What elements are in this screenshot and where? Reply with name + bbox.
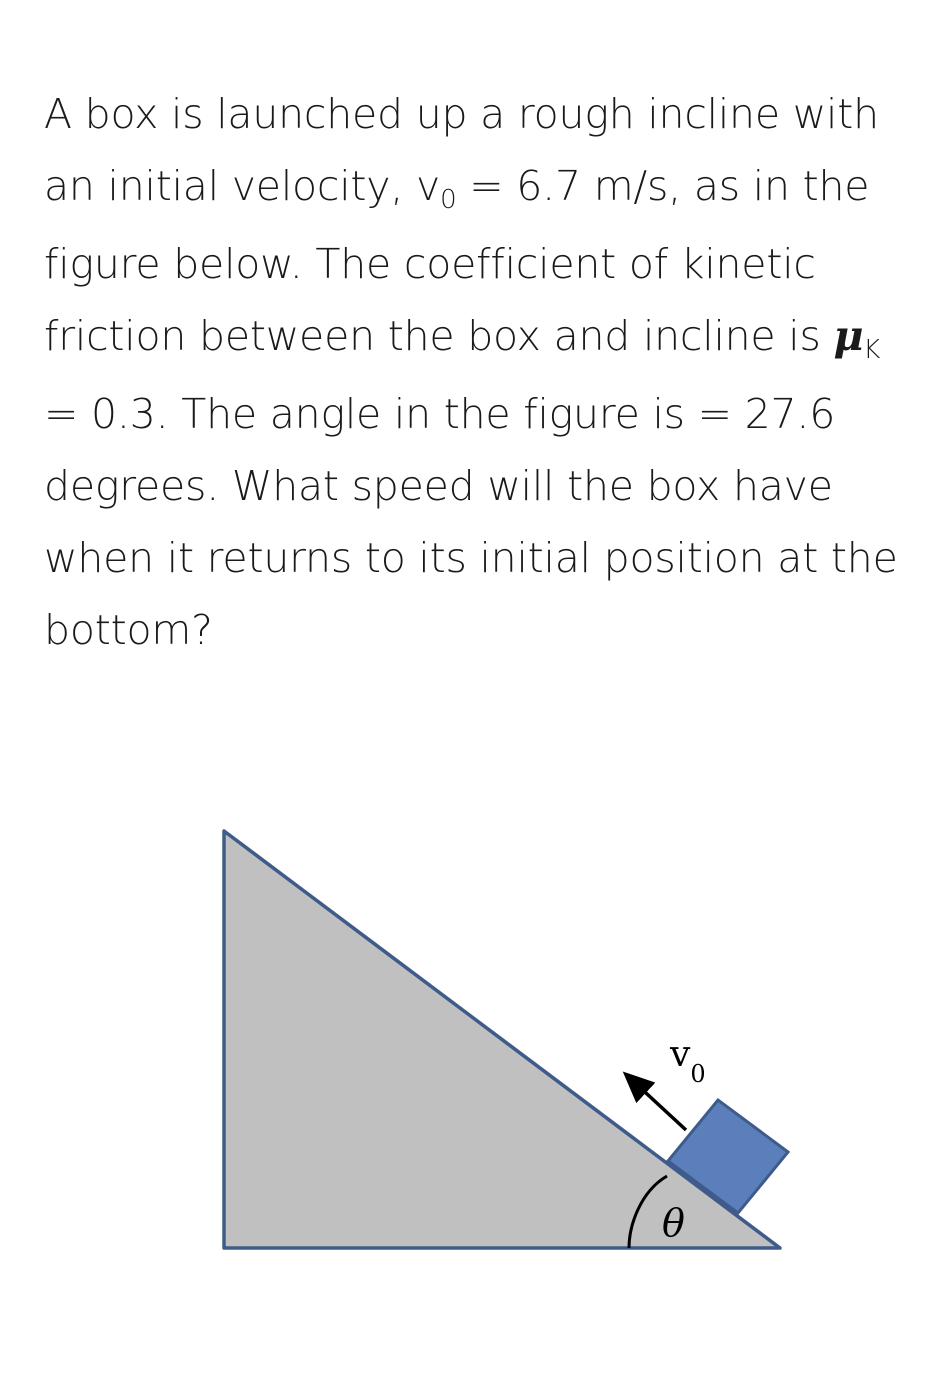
- problem-statement: [44, 78, 924, 666]
- problem-line-4: [44, 300, 924, 378]
- problem-line-2-rest: = 6.7 m/s, as in the: [456, 162, 870, 210]
- velocity-label: [669, 1034, 706, 1088]
- problem-line-6: degrees. What speed will the box have: [44, 462, 833, 510]
- problem-line-7: when it returns to its initial position at the: [44, 534, 898, 582]
- incline-triangle: [224, 831, 780, 1248]
- problem-line-1: A box is launched up a rough incline with: [44, 90, 879, 138]
- v0-subscript: 0: [440, 185, 457, 215]
- problem-line-2: [44, 150, 924, 228]
- velocity-arrow: [633, 1081, 686, 1130]
- problem-line-3: figure below. The coefficient of kinetic: [44, 240, 816, 288]
- velocity-label-sub: 0: [690, 1060, 706, 1088]
- problem-line-5: = 0.3. The angle in the figure is = 27.6: [44, 390, 836, 438]
- incline-figure: [0, 780, 935, 1300]
- problem-line-2-text: an initial velocity, v: [44, 162, 441, 210]
- velocity-label-v: v: [670, 1034, 691, 1075]
- problem-line-4-text: friction between the box and incline is: [44, 312, 834, 360]
- mu-symbol: μ: [833, 312, 864, 360]
- mu-subscript: K: [863, 335, 881, 365]
- angle-label: θ: [662, 1201, 685, 1245]
- problem-line-8: bottom?: [44, 606, 213, 654]
